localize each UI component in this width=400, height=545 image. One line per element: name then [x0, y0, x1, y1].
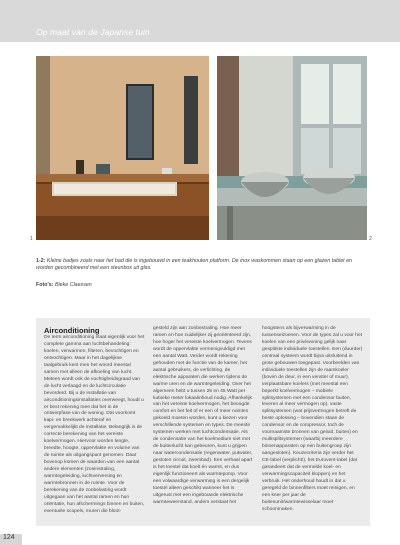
photo-teak-bath [36, 56, 209, 240]
caption-text: Kleine badjes zoals naar het bad die is ingebouwd in een teakhouten platform. De inox waskommen staan op een glazen tablet en worden gecombineerd met een steunbox uit glas. [36, 258, 352, 271]
photo-steel-basins [217, 56, 367, 240]
airconditioning-sidebar [36, 318, 370, 526]
sidebar-column-3 [262, 326, 363, 514]
sidebar-column-1 [44, 326, 145, 516]
photo-credit [36, 282, 92, 288]
photo-caption [36, 258, 366, 272]
teak-bath-illustration [36, 56, 209, 240]
sidebar-column-2-text: gesteld zijn aan zonbestraling. Hoe meer ramen en hoe zuidelijker zij georiënteerd zijn, hoe hoger het vereiste koelvermogen. Tevens wordt de oppervlakte vermenigvuldigd met een aantal Watt. Verder wordt rekening gehouden met de functie van de kamer, het aantal gebruikers, de verlichting, de elektrische apparaten die werken tijdens de warme uren en de warmtegeleiding. Over het algemeen hebt u tussen 25 en 45 Watt per kubieke meter lokaalinhoud nodig. Afhankelijk van het vereiste koelvermogen, het beoogde comfort en het feit of er een of meer ruimtes gekoeld moeten worden, kunt u kiezen voor verschillende systemen en types. De meeste systemen werken met luchtcondensatie. Als de condensatie van het koelmedium niet met de buitenlucht kan gebeuren, kunt u grijpen naar watercondensatie (regenwater, putwater, gesloten circuit, zwembad). Een verhaal apart is het toestel dat koelt én warmt, en dus eigenlijk functioneert als warmtepomp. Voor een volwaardige verwarming is een dergelijk toestel alleen geschikt wanneer het is uitgerust met een ingebouwde elektrische warmteweerstand, anders verstaat het [153, 326, 253, 505]
steel-basins-illustration [217, 56, 367, 240]
running-title: Op maat van de Japanse tuin [36, 27, 150, 37]
sidebar-column-1-text: De term airconditioning staat eigenlijk voor het complete gamma aan luchtbehandeling: koelen, verwarmen, filteren, bevochtigen en ontvochtigen. Maar in het dagelijkse taalgebruik kent men het woord meestal samen met alleen de afkoeling van lucht. Meteen wordt ook de vochtigheidsgraad van de lucht verlaagd en de luchtcirculatie bevorderd. Bij u de installatie van airconditioningsinstallaties overweegt, houdt u er best rekening mee dat het in de ontwerpfase van de woning. Dat voorkomt kapi- en breekwerk achteraf en vergemakkelijkt de installatie. Belangrijk is de correcte berekening van het vereiste koelvermogen. Hiervoor worden lengte, breedte, hoogte, oppervlakte en volume van de ruimte als uitgangspunt genomen. Daar bovenop komen de waarden van een aantal andere elementen (zoninstraling, warmtegeleiding, luchtverversing en warmtebronnen in de ruimte. Voor de berekening van de zonbelasting wordt uitgegaan van het aantal ramen en hun oriëntatie, hun afschermings binnen en buiten, eventuele scopels, muren die bloot- [44, 335, 145, 514]
sidebar-title: Airconditioning [44, 326, 100, 335]
sidebar-column-3-text: hoogstens als bijverwarming in de tussenseizoenen. Voor de types zal u voor het koelen van een privéwoning gelijk naar gesplitste individuele toestellen. Een (duurder) centraal systeem wordt bijna uitsluitend in grote gebouwen toegepast. Voorbeelden van individuele toestellen zijn de raamkoeler (boven de deur, in een venster of muur), verplaatsbare koelers (met meestal een beperkt koelvermogen – mobiele splitsystemen met een condensor buiten, leveren al meer vermogen op), vaste splitsystemen (wat prijsvermogen betreft de beste oplossing – bovendien staan de condensor en de compressor, toch de voornaamste bronnen van geluid, buiten) en multisplitsystemen (waarbij meerdere binnenapparaten op een buitengroep zijn aangesloten). Keuzecriteria zijn verder het CE-label (verplicht!), het Eurovent-label (dat garandeert dat de vermelde koel- en verwarmingscapaciteit kloppen) en het verbruik. Het onderhoud houdt in dat u geregeld de binnenfilters moet reinigen, en een keer per jaar de buitenunit/warmtewisselaar moet schoonmaken. [262, 326, 363, 512]
page-number: 124 [3, 534, 15, 541]
credit-name: Bieke Claessen [54, 282, 92, 288]
figure-number-2: 2 [369, 236, 372, 242]
sidebar-column-2 [153, 326, 254, 507]
figure-number-1: 1 [30, 236, 33, 242]
caption-label: 1-2: [36, 258, 46, 264]
credit-label: Foto's: [36, 282, 54, 288]
